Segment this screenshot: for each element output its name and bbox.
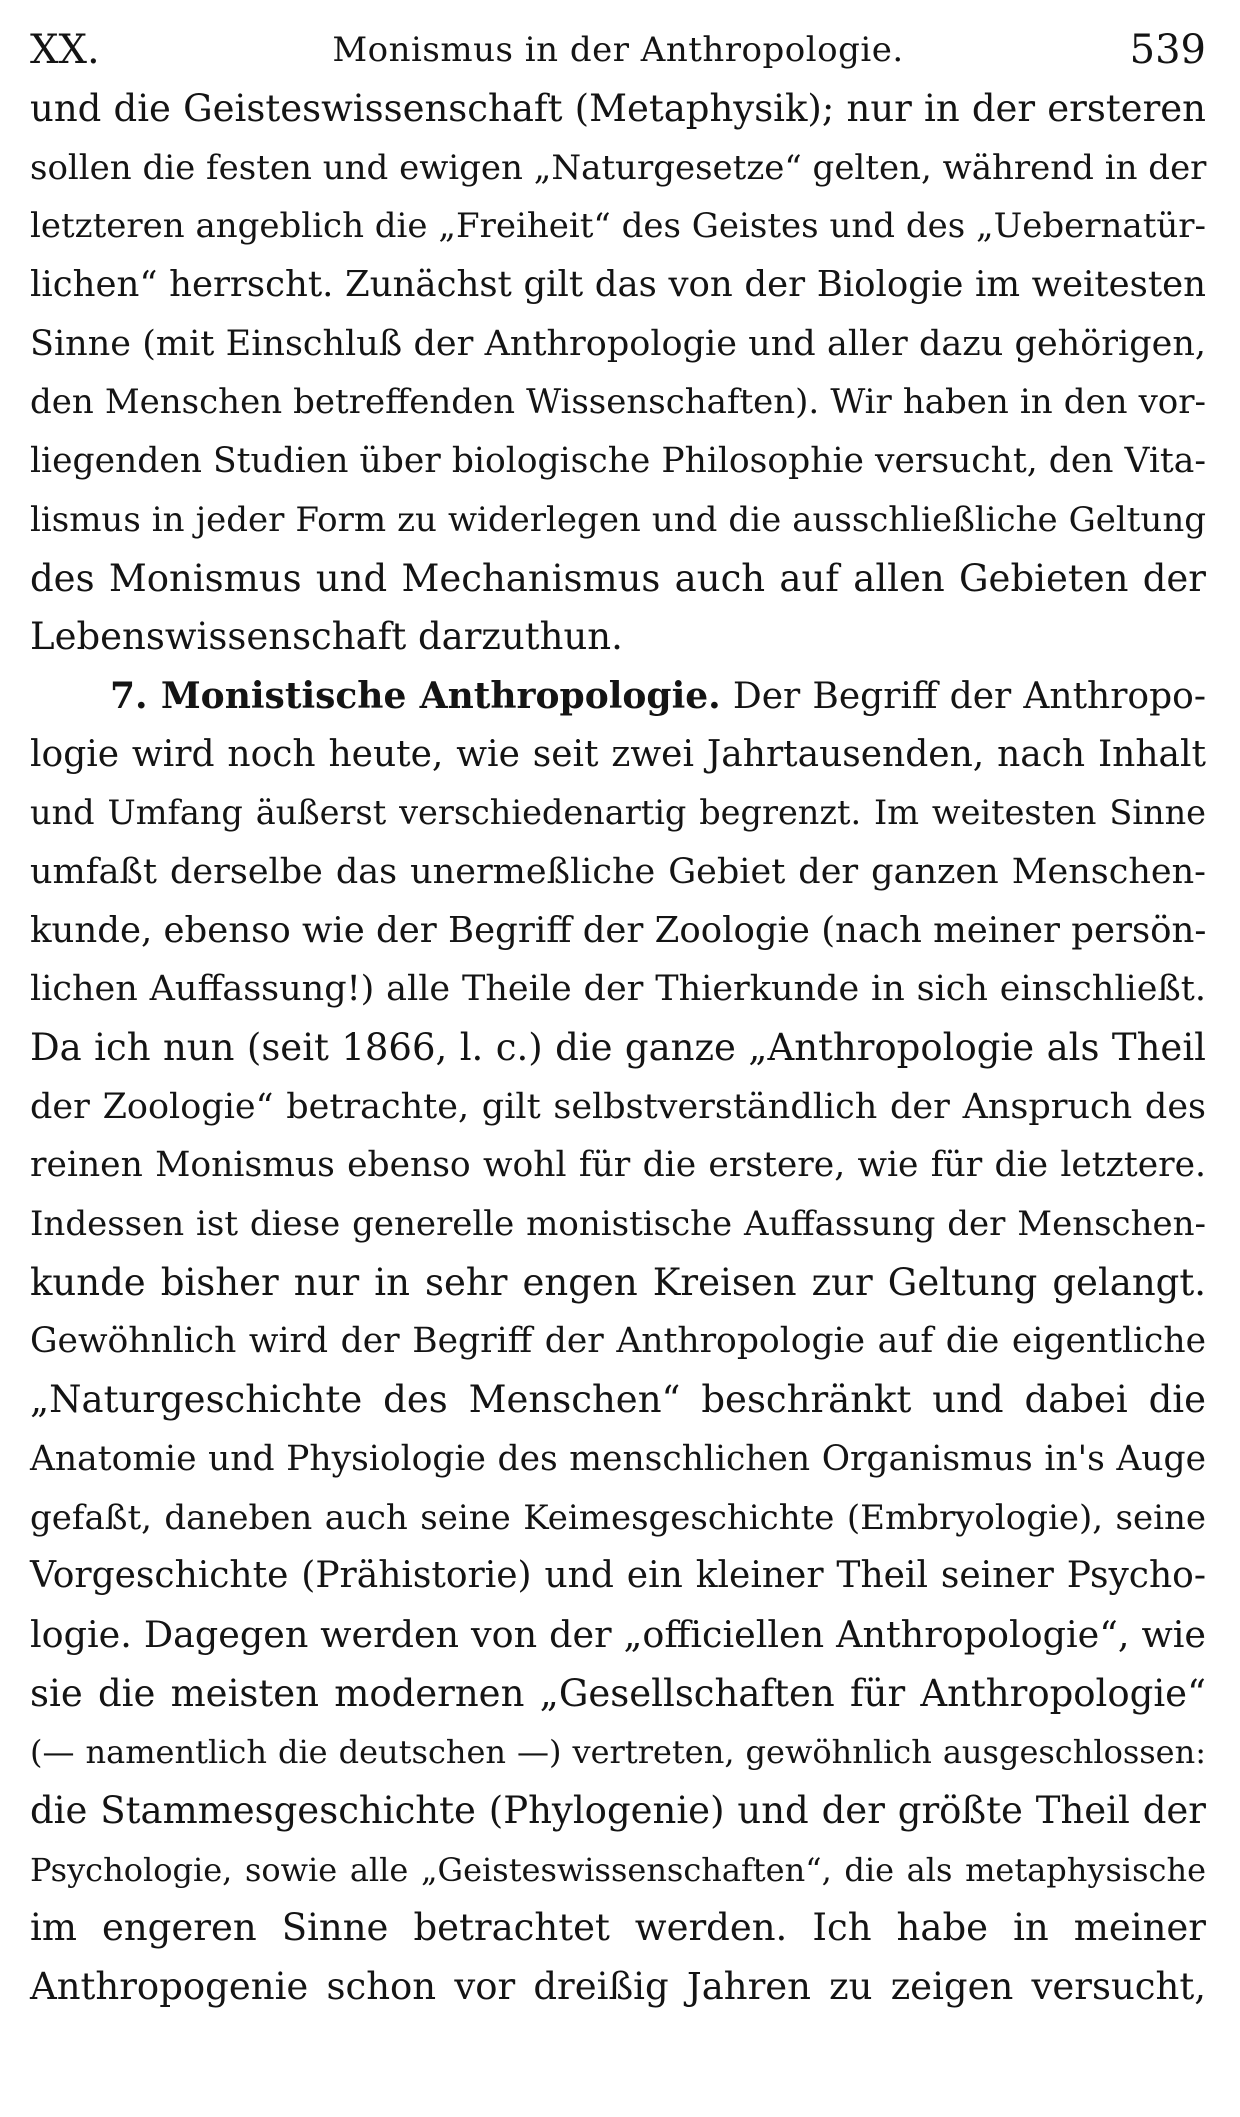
text-line: (— namentlich die deutschen —) vertreten, gewöhnlich ausgeschlossen: <box>30 1733 1206 1772</box>
section-first-line <box>30 667 1206 726</box>
body-text <box>30 80 1206 2017</box>
text-line: kunde bisher nur in sehr engen Kreisen zur Geltung gelangt. <box>30 1260 1206 1304</box>
text-line: logie. Dagegen werden von der „officiellen Anthropologie“, wie <box>30 1612 1206 1656</box>
text-line: Vorgeschichte (Prähistorie) und ein kleiner Theil seiner Psycho- <box>30 1555 1206 1597</box>
text-line: Psychologie, sowie alle „Geisteswissenschaften“, die als metaphysische <box>30 1850 1206 1889</box>
text-line: Lebenswissenschaft darzuthun. <box>30 615 623 659</box>
text-line: „Naturgeschichte des Menschen“ beschränkt und dabei die <box>30 1378 1206 1422</box>
text-line: Anthropogenie schon vor dreißig Jahren zu zeigen versucht, <box>30 1965 1206 2008</box>
text-line: lismus in jeder Form zu widerlegen und die ausschließliche Geltung <box>30 499 1206 540</box>
text-line: der Zoologie“ betrachte, gilt selbstverständlich der Anspruch des <box>30 1086 1206 1127</box>
text-line: reinen Monismus ebenso wohl für die erstere, wie für die letztere. <box>30 1145 1206 1186</box>
running-head <box>30 20 1206 80</box>
text-line: Da ich nun (seit 1866, l. c.) die ganze „Anthropologie als Theil <box>30 1026 1206 1069</box>
page-number: 539 <box>1129 27 1206 73</box>
text-line: Anatomie und Physiologie des menschlichen Organismus in's Auge <box>30 1438 1206 1479</box>
text-line: umfaßt derselbe das unermeßliche Gebiet der ganzen Menschen- <box>30 851 1206 892</box>
section-first-line-text: Der Begriff der Anthropo- <box>732 675 1206 717</box>
text-line: Gewöhnlich wird der Begriff der Anthropologie auf die eigentliche <box>30 1321 1206 1362</box>
text-line: im engeren Sinne betrachtet werden. Ich habe in meiner <box>30 1906 1206 1950</box>
text-line: den Menschen betreffenden Wissenschaften). Wir haben in den vor- <box>30 382 1206 423</box>
text-line: sie die meisten modernen „Gesellschaften für Anthropologie“ <box>30 1671 1206 1715</box>
text-line: die Stammesgeschichte (Phylogenie) und der größte Theil der <box>30 1788 1206 1832</box>
running-title: Monismus in der Anthropologie. <box>332 30 904 70</box>
text-line: und die Geisteswissenschaft (Metaphysik); nur in der ersteren <box>30 87 1206 130</box>
text-line: Indessen ist diese generelle monistische Auffassung der Menschen- <box>30 1204 1206 1245</box>
text-line: kunde, ebenso wie der Begriff der Zoologie (nach meiner persön- <box>30 909 1207 951</box>
section-heading: 7. Monistische Anthropologie. <box>110 674 721 717</box>
text-line: letzteren angeblich die „Freiheit“ des Geistes und des „Uebernatür- <box>30 206 1206 247</box>
text-line: lichen“ herrscht. Zunächst gilt das von der Biologie im weitesten <box>30 264 1206 306</box>
chapter-number: XX. <box>30 27 100 73</box>
text-line: des Monismus und Mechanismus auch auf allen Gebieten der <box>30 556 1206 600</box>
text-line: liegenden Studien über biologische Philosophie versucht, den Vita- <box>30 441 1206 482</box>
text-line: lichen Auffassung!) alle Theile der Thierkunde in sich einschließt. <box>30 969 1206 1010</box>
text-line: logie wird noch heute, wie seit zwei Jahrtausenden, nach Inhalt <box>30 733 1206 775</box>
text-line: und Umfang äußerst verschiedenartig begrenzt. Im weitesten Sinne <box>30 793 1206 833</box>
text-line: gefaßt, daneben auch seine Keimesgeschichte (Embryologie), seine <box>30 1497 1206 1538</box>
text-line: sollen die festen und ewigen „Naturgesetze“ gelten, während in der <box>30 147 1207 188</box>
page <box>30 20 1206 2017</box>
text-line: Sinne (mit Einschluß der Anthropologie und aller dazu gehörigen, <box>30 323 1206 364</box>
